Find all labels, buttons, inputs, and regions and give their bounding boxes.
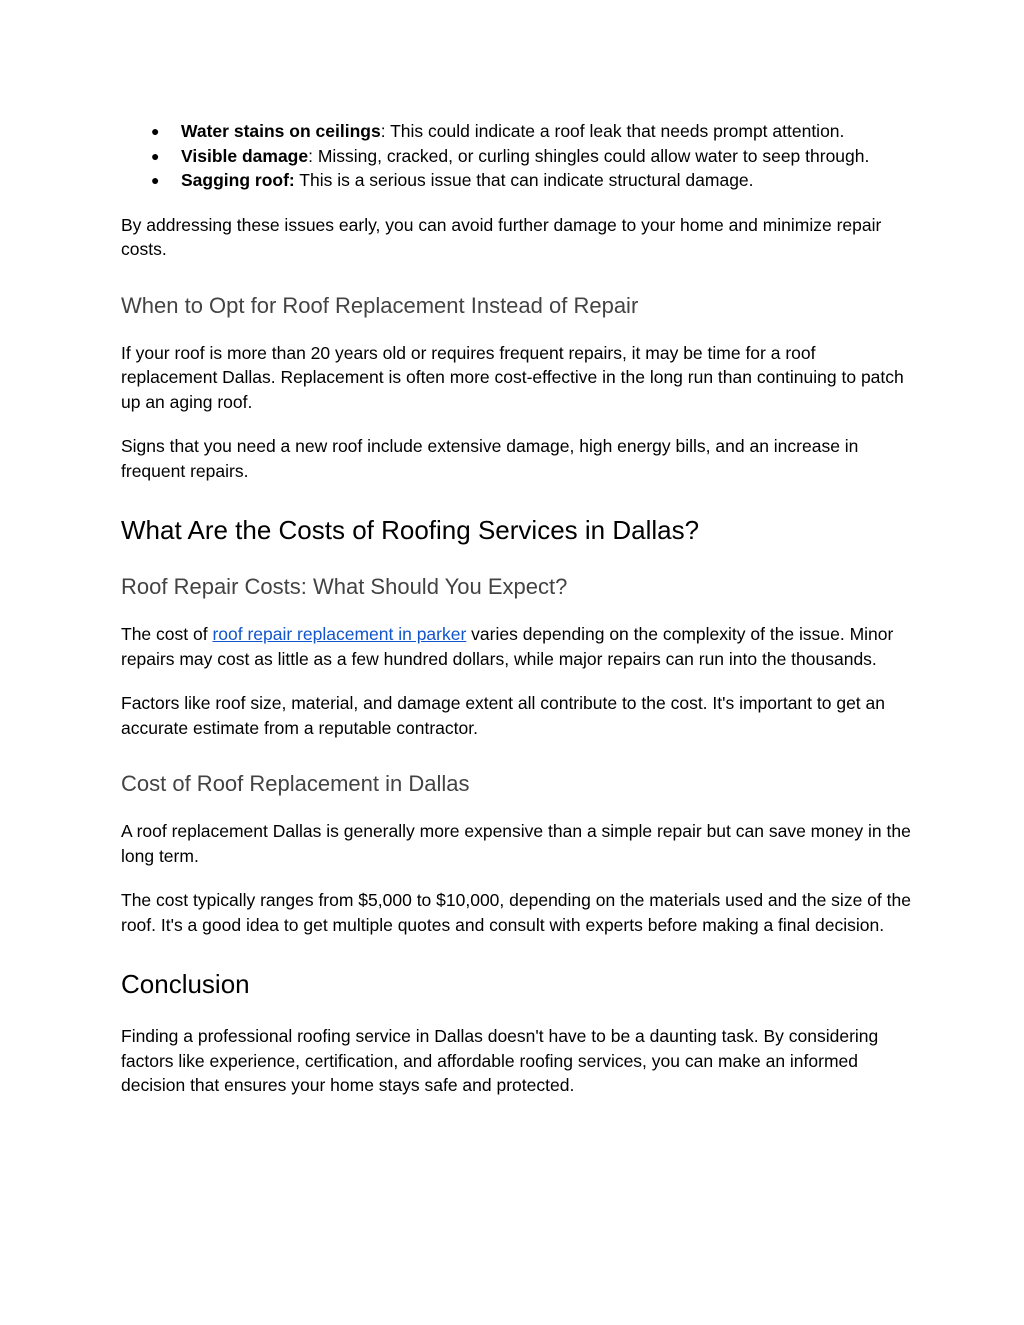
list-item-bold: Visible damage (181, 145, 309, 166)
bullet-icon: ● (151, 123, 160, 139)
list-item (121, 144, 911, 169)
list-item-text: : This could indicate a roof leak that needs prompt attention. (380, 121, 845, 141)
heading-when-to-replace: When to Opt for Roof Replacement Instead of Repair (121, 292, 639, 318)
warning-signs-list (121, 119, 911, 193)
list-item-text: : Missing, cracked, or curling shingles could allow water to seep through. (308, 145, 870, 166)
paragraph-replacement-2: The cost typically ranges from $5,000 to $10,000, depending on the materials used and the size of the roof. It's a good idea to get multiple quotes and consult with experts before making a final decision. (121, 890, 911, 935)
paragraph-repair-1-after: varies depending on the complexity of the issue. Minor repairs may cost as little as a few hundred dollars, while major repairs can run into the thousands. (121, 624, 894, 669)
list-item-bold: Sagging roof: (181, 170, 295, 190)
heading-conclusion: Conclusion (121, 969, 250, 999)
bullet-icon: ● (151, 172, 160, 188)
paragraph-when-1: If your roof is more than 20 years old or requires frequent repairs, it may be time for a roof replacement Dallas. Replacement is often more cost-effective in the long run than continuing to patch up an aging roof. (121, 342, 904, 412)
paragraph-replacement-1: A roof replacement Dallas is generally more expensive than a simple repair but can save money in the long term. (121, 821, 911, 866)
heading-costs: What Are the Costs of Roofing Services in Dallas? (121, 515, 700, 545)
paragraph-addressing: By addressing these issues early, you can avoid further damage to your home and minimize repair costs. (121, 214, 882, 259)
heading-repair-costs: Roof Repair Costs: What Should You Expect? (121, 574, 568, 599)
bullet-icon: ● (151, 147, 160, 164)
list-item-text: This is a serious issue that can indicate structural damage. (294, 170, 754, 190)
list-item (121, 119, 911, 144)
roof-repair-link[interactable]: roof repair replacement in parker (212, 624, 467, 644)
paragraph-repair-1 (121, 622, 911, 671)
list-item-bold: Water stains on ceilings (181, 121, 381, 141)
paragraph-repair-2: Factors like roof size, material, and damage extent all contribute to the cost. It's important to get an accurate estimate from a reputable contractor. (121, 693, 886, 738)
paragraph-repair-1-before: The cost of (121, 624, 213, 644)
paragraph-conclusion: Finding a professional roofing service in Dallas doesn't have to be a daunting task. By considering factors like experience, certification, and affordable roofing services, you can make an informed decision that ensures your home stays safe and protected. (121, 1026, 879, 1095)
heading-replacement-cost: Cost of Roof Replacement in Dallas (121, 771, 470, 796)
document-page (121, 119, 911, 1098)
paragraph-when-2: Signs that you need a new roof include extensive damage, high energy bills, and an increase in frequent repairs. (121, 436, 859, 481)
list-item (121, 168, 911, 193)
